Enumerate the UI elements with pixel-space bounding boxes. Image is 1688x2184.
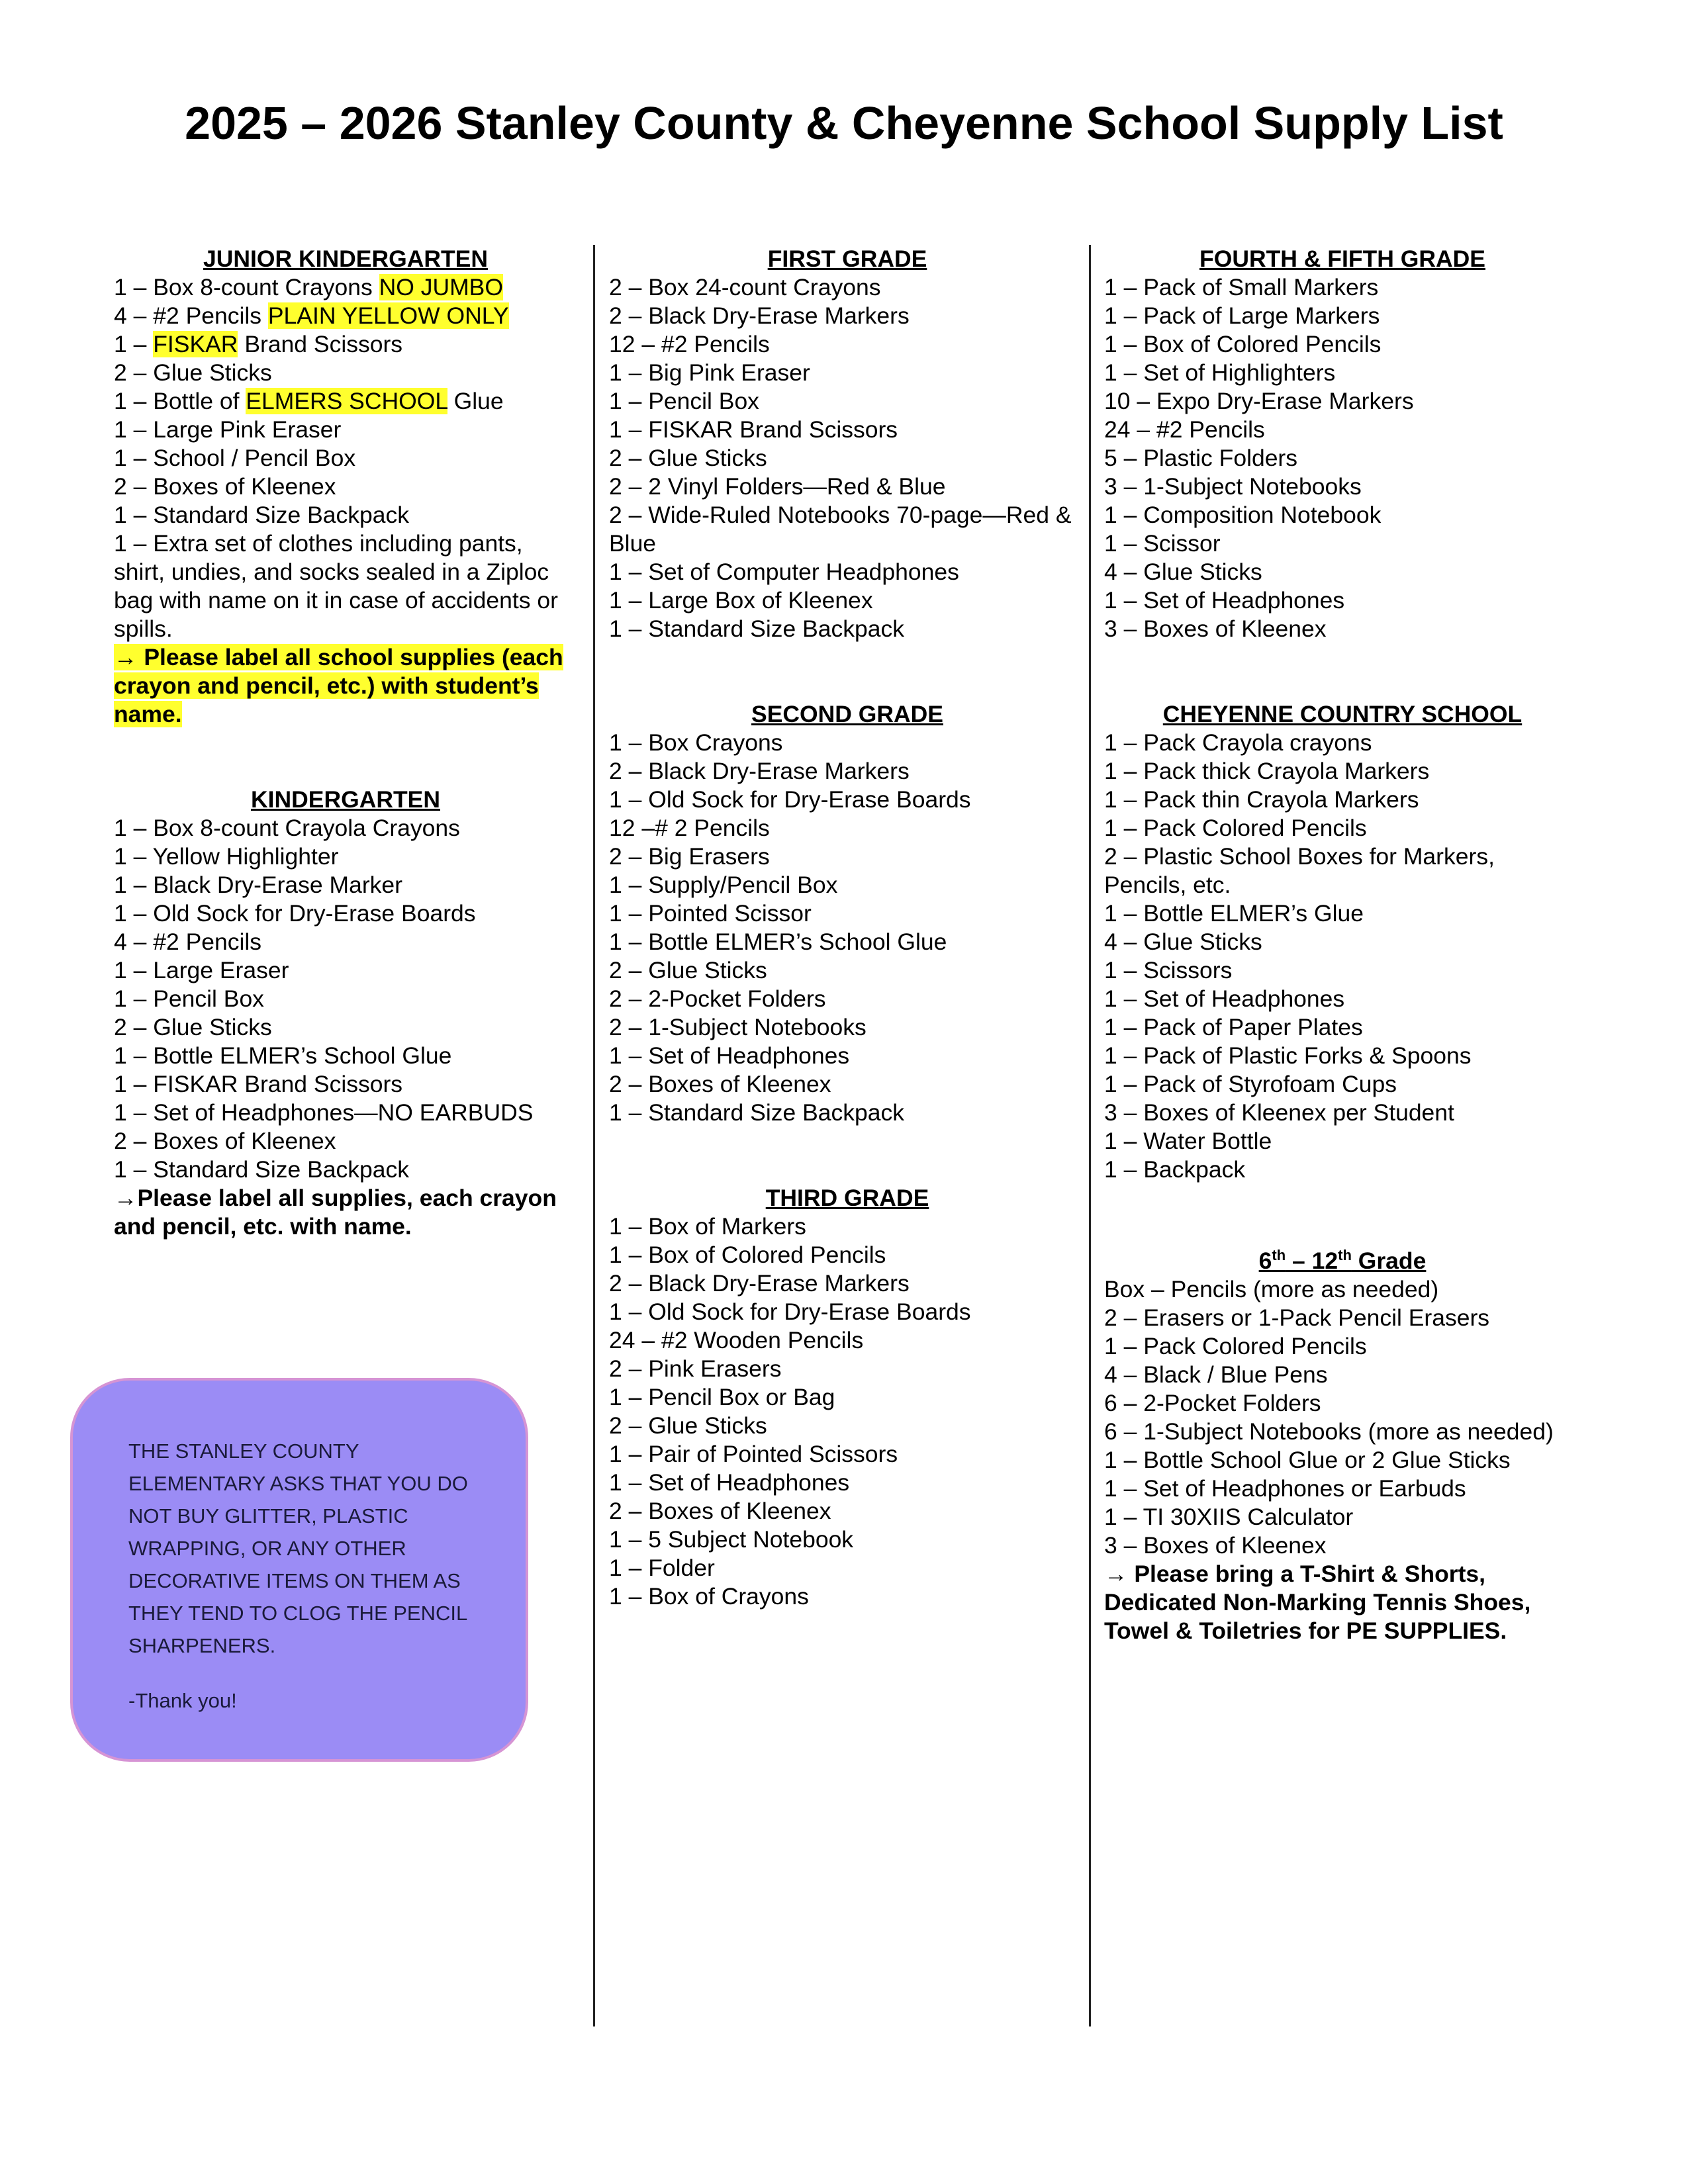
list-item: 1 – Folder: [609, 1555, 715, 1581]
section-heading: FOURTH & FIFTH GRADE: [1199, 246, 1485, 272]
column-middle: [609, 245, 1086, 1611]
label-note-text: → Please label all school supplies (each crayon and pencil, etc.) with student’s name.: [114, 644, 563, 727]
list-item: 1 – Bottle ELMER’s Glue: [1104, 900, 1364, 927]
list-item: 1 – Pack Colored Pencils: [1104, 1332, 1367, 1359]
list-item: 1 – TI 30XIIS Calculator: [1104, 1503, 1354, 1530]
list-item: 1 – Pack thin Crayola Markers: [1104, 786, 1419, 813]
list-item: 2 – Glue Sticks: [609, 957, 767, 983]
list-item: 1 – Large Eraser: [114, 957, 289, 983]
highlighted-text: ELMERS SCHOOL: [246, 388, 447, 414]
kindergarten-section: [114, 786, 577, 1241]
list-item: 2 – Black Dry-Erase Markers: [609, 1270, 910, 1297]
list-item: 2 – Boxes of Kleenex: [609, 1498, 831, 1524]
list-item: 1 – Box Crayons: [609, 729, 783, 756]
list-item: 1 – Old Sock for Dry-Erase Boards: [609, 1298, 971, 1325]
list-item: 1 – Scissors: [1104, 957, 1233, 983]
list-item: 5 – Plastic Folders: [1104, 445, 1298, 471]
list-item: 2 – Box 24-count Crayons: [609, 274, 881, 300]
list-item: 1 – Water Bottle: [1104, 1128, 1272, 1154]
list-item: 1 – Set of Headphones or Earbuds: [1104, 1475, 1466, 1502]
list-item: 2 – Glue Sticks: [114, 359, 272, 386]
list-item: 4 – #2 Pencils PLAIN YELLOW ONLY: [114, 302, 509, 329]
item-list: [609, 273, 1086, 643]
list-item: 1 – FISKAR Brand Scissors: [609, 416, 898, 443]
highlighted-text: PLAIN YELLOW ONLY: [267, 302, 509, 329]
list-item: 1 – Box of Colored Pencils: [1104, 331, 1382, 357]
highlighted-text: FISKAR: [153, 331, 238, 357]
list-item: 1 – Set of Highlighters: [1104, 359, 1336, 386]
item-list: [1104, 729, 1581, 1184]
second-grade-section: [609, 700, 1086, 1127]
list-item: 1 – Box of Markers: [609, 1213, 806, 1240]
list-item: 1 – Pack of Large Markers: [1104, 302, 1380, 329]
list-item: 1 – Old Sock for Dry-Erase Boards: [114, 900, 476, 927]
item-list: [114, 273, 577, 643]
list-item: 1 – Supply/Pencil Box: [609, 872, 838, 898]
list-item: 12 –# 2 Pencils: [609, 815, 770, 841]
list-item: 3 – Boxes of Kleenex per Student: [1104, 1099, 1454, 1126]
column-right: [1104, 245, 1581, 1645]
list-item: 1 – Box of Crayons: [609, 1583, 809, 1610]
section-heading: SECOND GRADE: [751, 701, 943, 727]
list-item: 1 – 5 Subject Notebook: [609, 1526, 854, 1553]
list-item: 1 – FISKAR Brand Scissors: [114, 1071, 403, 1097]
list-item: 1 – Composition Notebook: [1104, 502, 1382, 528]
list-item: 2 – 1-Subject Notebooks: [609, 1014, 867, 1040]
list-item: Box – Pencils (more as needed): [1104, 1275, 1439, 1302]
section-heading: JUNIOR KINDERGARTEN: [203, 246, 488, 272]
list-item: 1 – Black Dry-Erase Marker: [114, 872, 402, 898]
list-item: 1 – Pack thick Crayola Markers: [1104, 758, 1430, 784]
third-grade-section: [609, 1184, 1086, 1611]
list-item: 1 – Large Pink Eraser: [114, 416, 342, 443]
item-list: [609, 729, 1086, 1127]
list-item: 1 – Bottle ELMER’s School Glue: [114, 1042, 452, 1069]
page-title: 2025 – 2026 Stanley County & Cheyenne School Supply List: [185, 97, 1503, 149]
list-item: 1 – Pencil Box or Bag: [609, 1384, 835, 1410]
list-item: 1 – Set of Headphones: [609, 1042, 850, 1069]
list-item: 1 – Bottle ELMER’s School Glue: [609, 929, 947, 955]
list-item: 10 – Expo Dry-Erase Markers: [1104, 388, 1414, 414]
list-item: 2 – Erasers or 1-Pack Pencil Erasers: [1104, 1304, 1490, 1331]
list-item: 1 – Pack Crayola crayons: [1104, 729, 1372, 756]
list-item: 2 – Glue Sticks: [114, 1014, 272, 1040]
list-item: 1 – Pack of Small Markers: [1104, 274, 1379, 300]
list-item: 4 – #2 Pencils: [114, 929, 262, 955]
column-divider-left: [593, 245, 595, 2026]
list-item: 2 – Glue Sticks: [609, 1412, 767, 1439]
list-item: 1 – Set of Headphones—NO EARBUDS: [114, 1099, 534, 1126]
list-item: 4 – Glue Sticks: [1104, 559, 1262, 585]
list-item: 2 – Plastic School Boxes for Markers, Pencils, etc.: [1104, 843, 1495, 898]
list-item: 1 – Pack of Styrofoam Cups: [1104, 1071, 1397, 1097]
list-item: 2 – Big Erasers: [609, 843, 770, 870]
item-list: [609, 1212, 1086, 1611]
list-item: 1 – Bottle School Glue or 2 Glue Sticks: [1104, 1446, 1511, 1473]
pe-supplies-note: → Please bring a T-Shirt & Shorts, Dedicated Non-Marking Tennis Shoes, Towel & Toiletries for PE SUPPLIES.: [1104, 1560, 1531, 1644]
list-item: 3 – 1-Subject Notebooks: [1104, 473, 1362, 500]
list-item: 1 – Set of Headphones: [609, 1469, 850, 1496]
list-item: 1 – Extra set of clothes including pants, shirt, undies, and socks sealed in a Ziploc bag with name on it in case of accidents or spills.: [114, 530, 558, 642]
list-item: 1 – Standard Size Backpack: [114, 502, 409, 528]
list-item: 1 – Yellow Highlighter: [114, 843, 339, 870]
notice-thanks: -Thank you!: [128, 1689, 237, 1712]
glitter-notice-box: [70, 1378, 528, 1762]
list-item: 1 – Box 8-count Crayola Crayons: [114, 815, 460, 841]
list-item: 1 – School / Pencil Box: [114, 445, 356, 471]
grade-6-12-section: [1104, 1241, 1581, 1645]
list-item: 2 – 2-Pocket Folders: [609, 985, 826, 1012]
list-item: 1 – Standard Size Backpack: [114, 1156, 409, 1183]
list-item: 1 – Set of Headphones: [1104, 587, 1345, 614]
label-note: [114, 643, 577, 729]
list-item: 1 – Pack of Plastic Forks & Spoons: [1104, 1042, 1472, 1069]
item-list: [114, 814, 577, 1184]
list-item: 3 – Boxes of Kleenex: [1104, 1531, 1327, 1559]
list-item: 2 – Glue Sticks: [609, 445, 767, 471]
list-item: 2 – Black Dry-Erase Markers: [609, 758, 910, 784]
item-list: [1104, 1275, 1581, 1560]
item-list: [1104, 273, 1581, 643]
list-item: 6 – 1-Subject Notebooks (more as needed): [1104, 1418, 1554, 1445]
column-left: [114, 245, 577, 1241]
column-divider-right: [1089, 245, 1091, 2026]
list-item: 2 – Boxes of Kleenex: [609, 1071, 831, 1097]
highlighted-text: NO JUMBO: [379, 274, 503, 300]
list-item: 1 – Pack Colored Pencils: [1104, 815, 1367, 841]
list-item: 1 – Standard Size Backpack: [609, 615, 904, 642]
list-item: 1 – Standard Size Backpack: [609, 1099, 904, 1126]
list-item: 1 – Large Box of Kleenex: [609, 587, 873, 614]
list-item: 1 – Box 8-count Crayons NO JUMBO: [114, 274, 503, 300]
list-item: 2 – Pink Erasers: [609, 1355, 782, 1382]
fourth-fifth-grade-section: [1104, 245, 1581, 643]
list-item: 1 – Pointed Scissor: [609, 900, 812, 927]
section-heading: FIRST GRADE: [767, 246, 927, 272]
section-heading: THIRD GRADE: [765, 1185, 929, 1211]
list-item: 1 – FISKAR Brand Scissors: [114, 331, 403, 357]
list-item: 1 – Set of Headphones: [1104, 985, 1345, 1012]
list-item: 1 – Old Sock for Dry-Erase Boards: [609, 786, 971, 813]
first-grade-section: [609, 245, 1086, 643]
list-item: 3 – Boxes of Kleenex: [1104, 615, 1327, 642]
list-item: 1 – Pack of Paper Plates: [1104, 1014, 1363, 1040]
list-item: 24 – #2 Wooden Pencils: [609, 1327, 864, 1353]
list-item: 24 – #2 Pencils: [1104, 416, 1265, 443]
list-item: 12 – #2 Pencils: [609, 331, 770, 357]
list-item: 2 – Wide-Ruled Notebooks 70-page—Red & Blue: [609, 502, 1072, 557]
notice-text: THE STANLEY COUNTY ELEMENTARY ASKS THAT YOU DO NOT BUY GLITTER, PLASTIC WRAPPING, OR ANY OTHER DECORATIVE ITEMS ON THEM AS THEY TEND TO CLOG THE PENCIL SHARPENERS.: [128, 1439, 468, 1657]
list-item: 1 – Scissor: [1104, 530, 1221, 557]
list-item: 1 – Backpack: [1104, 1156, 1246, 1183]
cheyenne-country-school-section: [1104, 700, 1581, 1184]
list-item: 4 – Black / Blue Pens: [1104, 1361, 1328, 1388]
section-heading: 6th – 12th Grade: [1258, 1247, 1427, 1274]
list-item: 1 – Pair of Pointed Scissors: [609, 1441, 898, 1467]
list-item: 2 – Boxes of Kleenex: [114, 1128, 336, 1154]
list-item: 1 – Pencil Box: [609, 388, 759, 414]
label-note: →Please label all supplies, each crayon and pencil, etc. with name.: [114, 1185, 557, 1240]
list-item: 1 – Bottle of ELMERS SCHOOL Glue: [114, 388, 504, 414]
list-item: 2 – Boxes of Kleenex: [114, 473, 336, 500]
list-item: 6 – 2-Pocket Folders: [1104, 1389, 1321, 1416]
list-item: 2 – Black Dry-Erase Markers: [609, 302, 910, 329]
list-item: 1 – Big Pink Eraser: [609, 359, 810, 386]
junior-kindergarten-section: [114, 245, 577, 729]
section-heading: KINDERGARTEN: [251, 786, 440, 813]
list-item: 1 – Set of Computer Headphones: [609, 559, 959, 585]
list-item: 4 – Glue Sticks: [1104, 929, 1262, 955]
list-item: 1 – Box of Colored Pencils: [609, 1242, 886, 1268]
list-item: 2 – 2 Vinyl Folders—Red & Blue: [609, 473, 946, 500]
list-item: 1 – Pencil Box: [114, 985, 264, 1012]
section-heading: CHEYENNE COUNTRY SCHOOL: [1162, 701, 1523, 727]
